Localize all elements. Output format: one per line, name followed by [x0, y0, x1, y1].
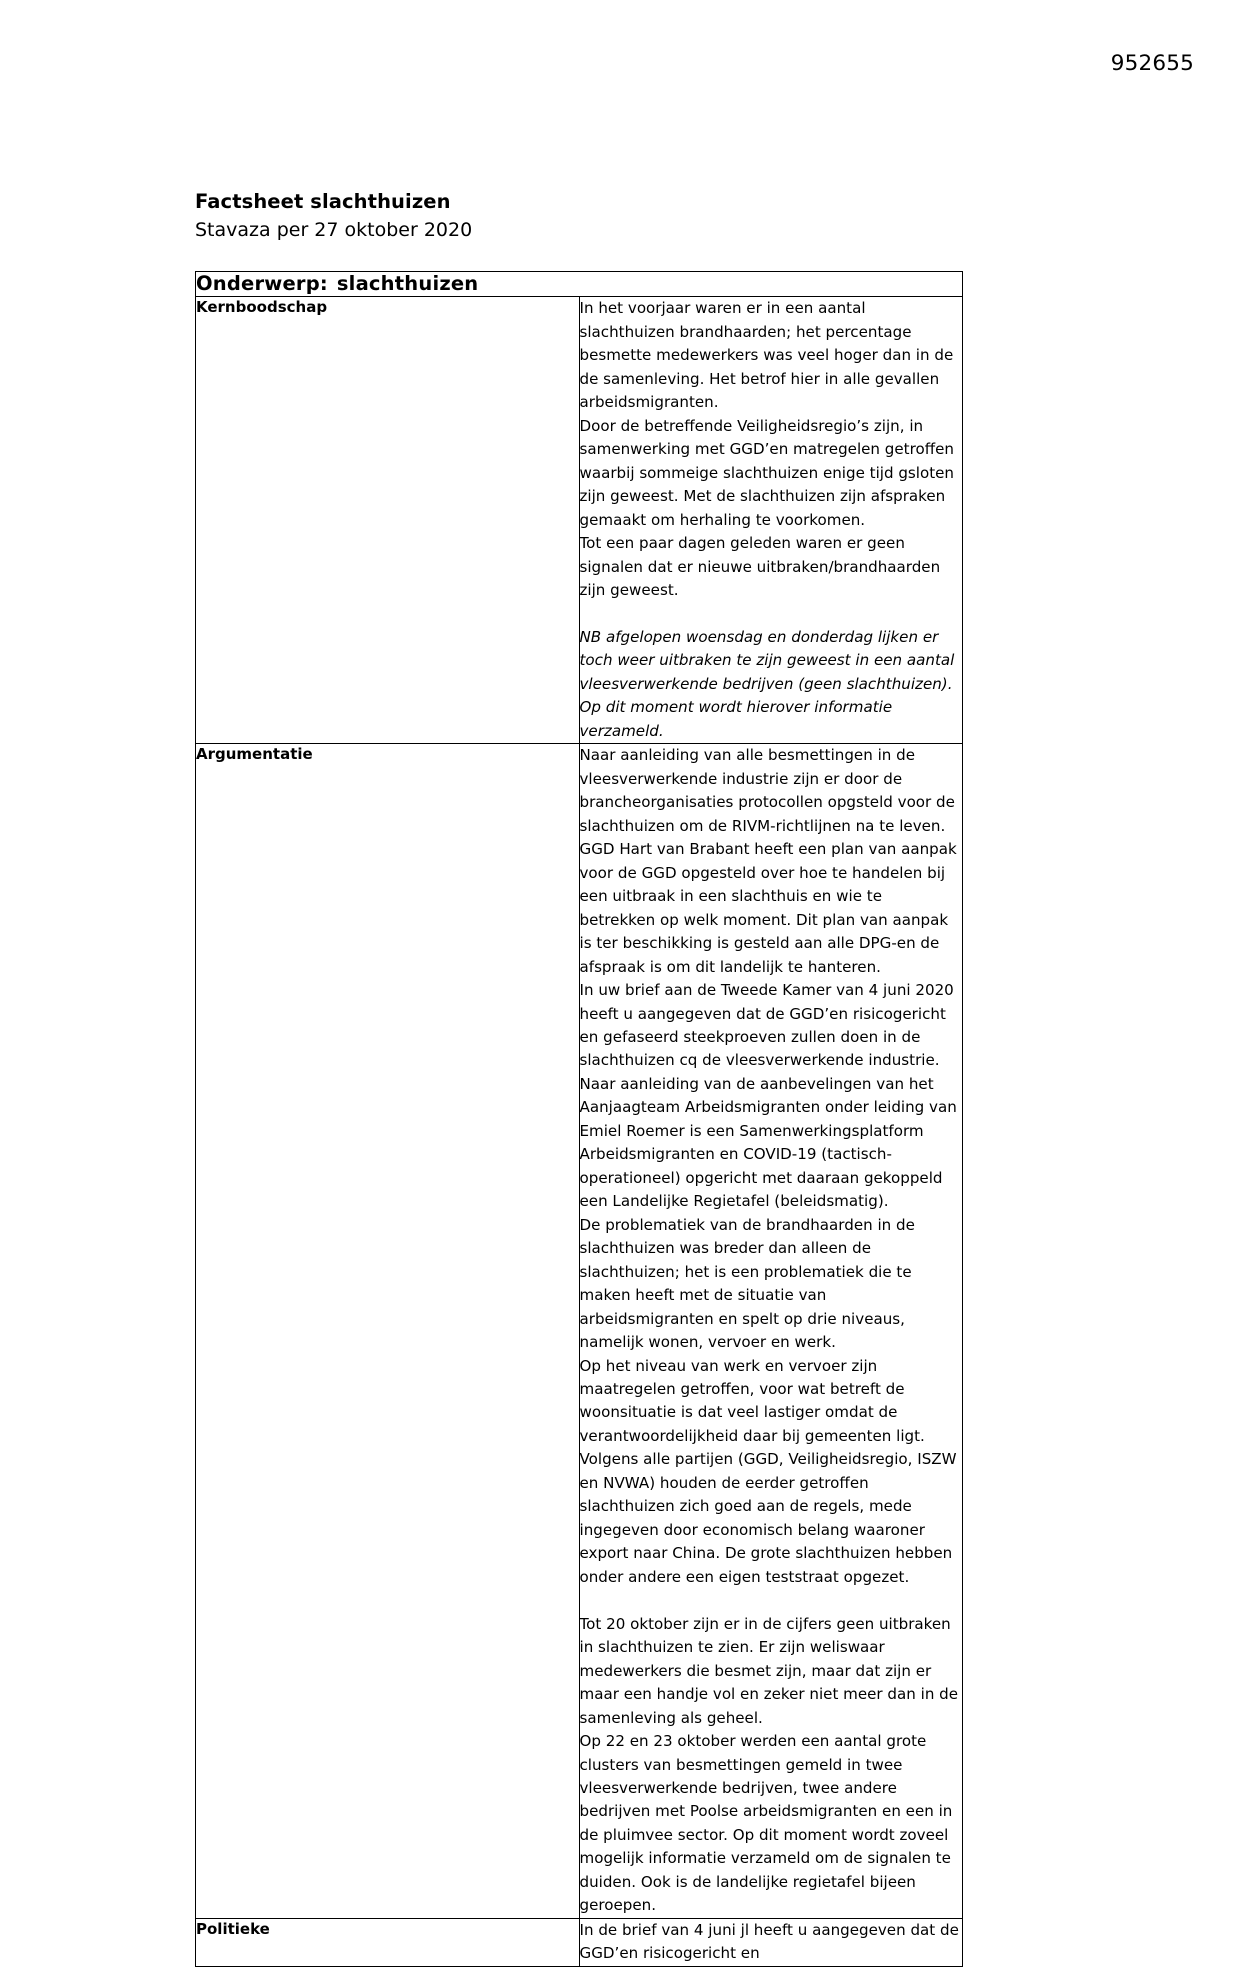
paragraph: Tot 20 oktober zijn er in de cijfers geen uitbraken in slachthuizen te zien. Er zijn weliswaar medewerkers die besmet zijn, maar dat zijn er maar een handje vol en zeker niet meer dan in de samenleving als geheel.	[579, 1614, 959, 1727]
row-content-kernboodschap	[579, 297, 963, 744]
paragraph: Door de betreffende Veiligheidsregio’s zijn, in samenwerking met GGD’en matregelen getroffen waarbij sommeige slachthuizen enige tijd gsloten zijn geweest. Met de slachthuizen zijn afspraken gemaakt om herhaling te voorkomen.	[579, 416, 954, 529]
paragraph: In de brief van 4 juni jl heeft u aangegeven dat de GGD’en risicogericht en	[579, 1920, 959, 1963]
paragraph: Op 22 en 23 oktober werden een aantal grote clusters van besmettingen gemeld in twee vleesverwerkende bedrijven, twee andere bedrijven met Poolse arbeidsmigranten en een in de pluimvee sector. Op dit moment wordt zoveel mogelijk informatie verzameld om de signalen te duiden. Ook is de landelijke regietafel bijeen geroepen.	[579, 1732, 953, 1915]
table-row	[196, 1918, 963, 1966]
page-number: 952655	[1110, 51, 1194, 76]
paragraph: GGD Hart van Brabant heeft een plan van aanpak voor de GGD opgesteld over hoe te handelen bij een uitbraak in een slachthuis en wie te betrekken op welk moment. Dit plan van aanpak is ter beschikking is gesteld aan alle DPG-en de afspraak is om dit landelijk te hanteren.	[579, 840, 957, 976]
paragraph: In het voorjaar waren er in een aantal slachthuizen brandhaarden; het percentage besmette medewerkers was veel hoger dan in de de samenleving. Het betrof hier in alle gevallen arbeidsmigranten.	[579, 299, 954, 412]
page-title: Factsheet slachthuizen	[195, 190, 451, 213]
factsheet-table	[195, 271, 963, 1967]
paragraph-note: NB afgelopen woensdag en donderdag lijken er toch weer uitbraken te zijn geweest in een aantal vleesverwerkende bedrijven (geen slachthuizen). Op dit moment wordt hierover informatie verzameld.	[579, 628, 955, 740]
row-label-argumentatie: Argumentatie	[196, 744, 580, 1918]
table-row	[196, 297, 963, 744]
table-header-row	[196, 272, 963, 297]
subject-value: slachthuizen	[336, 272, 479, 296]
paragraph: Naar aanleiding van de aanbevelingen van het Aanjaagteam Arbeidsmigranten onder leiding van Emiel Roemer is een Samenwerkingsplatform Arbeidsmigranten en COVID-19 (tactisch-operationeel) opgericht met daaraan gekoppeld een Landelijke Regietafel (beleidsmatig).	[579, 1074, 957, 1211]
paragraph: De problematiek van de brandhaarden in de slachthuizen was breder dan alleen de slachthuizen; het is een problematiek die te maken heeft met de situatie van arbeidsmigranten en spelt op drie niveaus, namelijk wonen, vervoer en werk.	[579, 1215, 915, 1352]
subject-header-cell	[196, 272, 963, 297]
paragraph: Naar aanleiding van alle besmettingen in de vleesverwerkende industrie zijn er door de brancheorganisaties protocollen opgsteld voor de slachthuizen om de RIVM-richtlijnen na te leven.	[579, 746, 955, 835]
row-label-kernboodschap: Kernboodschap	[196, 297, 580, 744]
paragraph: In uw brief aan de Tweede Kamer van 4 juni 2020 heeft u aangegeven dat de GGD’en risicogericht en gefaseerd steekproeven zullen doen in de slachthuizen cq de vleesverwerkende industrie.	[579, 981, 954, 1070]
subject-label: Onderwerp:	[196, 272, 328, 296]
paragraph: Op het niveau van werk en vervoer zijn maatregelen getroffen, voor wat betreft de woonsituatie is dat veel lastiger omdat de verantwoordelijkheid daar bij gemeenten ligt.	[579, 1356, 925, 1445]
document-body	[195, 190, 963, 1967]
row-content-argumentatie	[579, 744, 963, 1918]
document-subtitle: Stavaza per 27 oktober 2020	[195, 219, 473, 242]
row-content-politieke	[579, 1918, 963, 1966]
paragraph: Tot een paar dagen geleden waren er geen signalen dat er nieuwe uitbraken/brandhaarden zijn geweest.	[579, 534, 941, 600]
paragraph: Volgens alle partijen (GGD, Veiligheidsregio, ISZW en NVWA) houden de eerder getroffen slachthuizen zich goed aan de regels, mede ingegeven door economisch belang waaroner export naar China. De grote slachthuizen hebben onder andere een eigen teststraat opgezet.	[579, 1450, 957, 1586]
row-label-politieke: Politieke	[196, 1918, 580, 1966]
table-row	[196, 744, 963, 1918]
